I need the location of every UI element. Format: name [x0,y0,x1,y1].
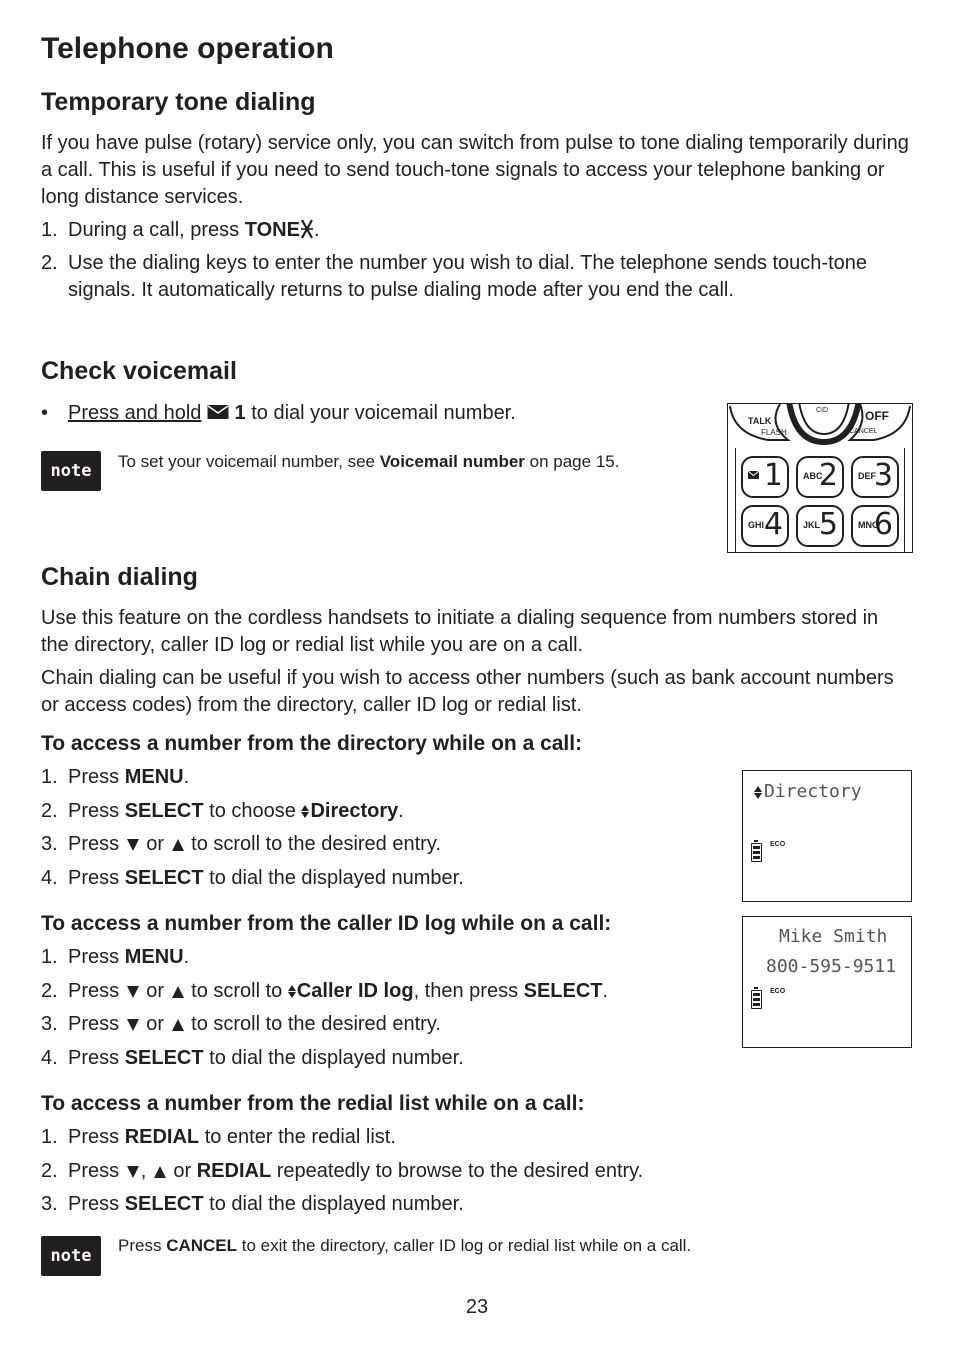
voicemail-instruction: • Press and hold 1 to dial your voicemail number. [41,402,516,424]
eco-label: ECO [770,841,786,848]
up-arrow-icon [172,986,184,998]
redial-step-1: 1. Press REDIAL to enter the redial list. [41,1126,396,1148]
up-arrow-icon [172,1019,184,1031]
lcd-caller-screen [742,916,912,1048]
talk-label: TALK [748,416,772,426]
section-heading-voicemail: Check voicemail [41,357,237,385]
redial-step-3: 3. Press SELECT to dial the displayed number. [41,1193,464,1215]
off-label: OFF [865,409,889,423]
lcd-line-1: Directory [764,781,862,802]
up-arrow-icon [154,1166,166,1178]
redial-step-2: 2. Press , or REDIAL repeatedly to browse to the desired entry. [41,1160,644,1182]
page-title: Telephone operation [41,32,334,65]
cid-label: CID [816,407,829,414]
key-3: DEF 3 [851,456,899,498]
chain-intro-2: Chain dialing can be useful if you wish to access other numbers (such as bank account numbers or access codes) from the directory, caller ID log or redial list. [41,667,894,716]
section-heading-tone: Temporary tone dialing [41,88,316,116]
tone-step-1: 1. During a call, press TONE . [41,219,320,241]
voicemail-key-icon [748,471,759,481]
down-arrow-icon [127,1166,139,1178]
cancel-note: Press CANCEL to exit the directory, caller ID log or redial list while on a call. [118,1236,692,1255]
key-6: MNO 6 [851,505,899,547]
down-arrow-icon [127,839,139,851]
key-5: JKL 5 [796,505,844,547]
key-4: GHI 4 [741,505,789,547]
section-heading-chain: Chain dialing [41,563,198,591]
voicemail-note: To set your voicemail number, see Voicemail number on page 15. [118,452,620,471]
lcd-directory-screen [742,770,912,902]
tone-step-2: 2. Use the dialing keys to enter the number you wish to dial. The telephone sends touch-tone signals. It automatically returns to pulse dialing mode after you end the call. [41,252,868,301]
down-arrow-icon [127,986,139,998]
caller-id-heading: To access a number from the caller ID log while on a call: [41,912,612,935]
up-arrow-icon [172,839,184,851]
updown-icon [288,985,296,998]
tone-intro: If you have pulse (rotary) service only, you can switch from pulse to tone dialing temporarily during a call. This is useful if you need to send touch-tone signals to access your telephone banking or long distance services. [41,132,909,208]
key-2: ABC 2 [796,456,844,498]
down-arrow-icon [127,1019,139,1031]
flash-label: FLASH [761,428,787,437]
envelope-icon [207,402,229,424]
note-badge: note [41,1236,101,1276]
page-number: 23 [465,1296,489,1318]
note-badge: note [41,451,101,491]
updown-icon [754,784,763,802]
chain-intro-1: Use this feature on the cordless handsets to initiate a dialing sequence from numbers stored in the directory, caller ID log or redial list while you are on a call. [41,607,879,656]
updown-icon [301,805,309,818]
lcd-line-2: 800-595-9511 [766,956,897,977]
handset-keypad-illustration [727,403,913,553]
battery-icon [751,990,762,1009]
caller-id-step-1: 1. Press MENU. [41,946,190,968]
directory-step-1: 1. Press MENU. [41,766,190,788]
eco-label: ECO [770,988,786,995]
directory-step-2: 2. Press SELECT to choose Directory. [41,800,404,822]
tone-star-icon [300,219,314,241]
caller-id-step-3: 3. Press or to scroll to the desired entry. [41,1013,441,1035]
battery-icon [751,843,762,862]
lcd-line-1: Mike Smith [779,926,888,947]
key-1: 1 [741,456,789,498]
directory-heading: To access a number from the directory while on a call: [41,732,583,755]
cancel-label: CANCEL [849,428,878,435]
redial-heading: To access a number from the redial list while on a call: [41,1092,585,1115]
directory-step-3: 3. Press or to scroll to the desired entry. [41,833,441,855]
directory-step-4: 4. Press SELECT to dial the displayed number. [41,867,464,889]
caller-id-step-2: 2. Press or to scroll to Caller ID log, then press SELECT. [41,980,609,1002]
caller-id-step-4: 4. Press SELECT to dial the displayed number. [41,1047,464,1069]
press-and-hold-link[interactable]: Press and hold [68,402,202,424]
